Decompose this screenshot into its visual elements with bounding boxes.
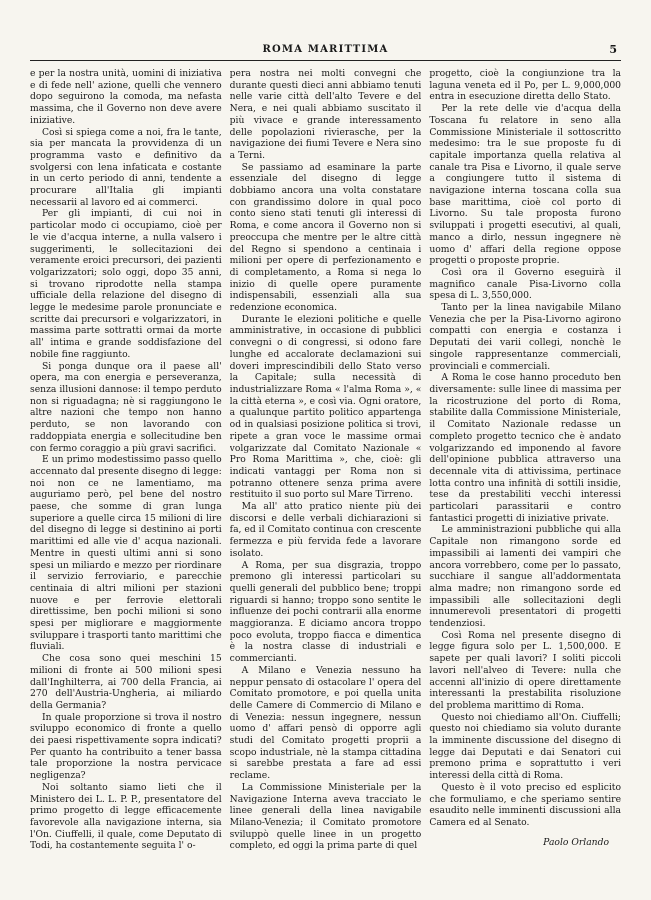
paragraph: Le amministrazioni pubbliche qui alla Capitale non rimangono sorde ed impassibili ai lamenti dei vampiri che ancora vorrebbero, come per lo passato, succhiare il sangue all'addormentata alma madre; non rimangono sorde ed impassibili alle sollecitazioni degli innumerevoli presentatori di progetti tendenziosi. [429, 524, 622, 630]
paragraph: pera nostra nei molti convegni che durante questi dieci anni abbiamo tenuti nelle varie città dell'alto Tevere e del Nera, e nei quali abbiamo suscitato il più vivace e grande interessamento delle popolazioni rivierasche, per la navigazione dei fiumi Tevere e Nera sino a Terni. [229, 68, 422, 161]
header-rule [30, 60, 621, 61]
paragraph: E un primo modestissimo passo quello accennato dal presente disegno di legge: noi non ce ne lamentiamo, ma auguriamo però, pel bene del nostro paese, che somme di gran lunga superiore a quelle circa 15 milioni di lire del disegno di legge si destinino ai porti marittimi ed alle vie d' acqua nazionali. Mentre in questi ultimi anni si sono spesi un miliardo e mezzo per riordinare il servizio ferroviario, e parecchie centinaia di altri milioni per stazioni nuove e per ferrovie elettorali direttissime, ben pochi milioni si sono spesi per migliorare e maggiormente sviluppare i trasporti tanto marittimi che fluviali. [30, 454, 222, 653]
article-columns [30, 68, 621, 878]
paragraph: Se passiamo ad esaminare la parte essenziale del disegno di legge dobbiamo ancora una volta constatare con grandissimo dolore in qual poco conto sieno stati tenuti gli interessi di Roma, e come ancora il Governo non si preoccupa che mentre per le altre città del Regno si spendono a centinaia i milioni per opere di perfezionamento e di completamento, a Roma si nega lo inizio di quelle opere puramente indispensabili, essenziali alla sua redenzione economica. [229, 161, 422, 314]
paragraph: La Commissione Ministeriale per la Navigazione Interna aveva tracciato le linee generali della linea navigabile Milano-Venezia; il Comitato promotore sviluppò quelle linee in un progetto completo, ed oggi la prima parte di quel [229, 781, 422, 852]
column-2 [230, 68, 422, 878]
paragraph: Si ponga dunque ora il paese all' opera, ma con energia e perseveranza, senza illusioni dannose: il tempo perduto non si riguadagna; nè si raggiungono le altre nazioni che tempo non hanno perduto, se non lavorando con raddoppiata energia e sollecitudine ben con fermo coraggio a più gravi sacrifici. [30, 360, 222, 454]
paragraph: e per la nostra unità, uomini di iniziativa e di fede nell' azione, quelli che vennero dopo seguirono la comoda, ma nefasta massima, che il Governo non deve avere iniziative. [30, 68, 222, 126]
paragraph: Noi soltanto siamo lieti che il Ministero dei L. L. P. P., presentatore del primo progetto di legge efficacemente favorevole alla navigazione interna, sia l'On. Ciuffelli, il quale, come Deputato di Todi, ha costantemente seguita l' o- [30, 781, 222, 852]
page-header [30, 44, 621, 60]
paragraph: Che cosa sono quei meschini 15 milioni di fronte ai 500 milioni spesi dall'Inghilterra, ai 700 della Francia, ai 270 dell'Austria-Ungheria, ai miliardo della Germania? [30, 653, 222, 711]
paragraph: Questo è il voto preciso ed esplicito che formuliamo, e che speriamo sentire esaudito nelle imminenti discussioni alla Camera ed al Senato. [429, 781, 622, 828]
paragraph: Così Roma nel presente disegno di legge figura solo per L. 1,500,000. E sapete per quali lavori? I soliti piccoli lavori nell'alveo di Tevere: nulla che accenni all'inizio di opere direttamente interessanti la prestabilita risoluzione del problema marittimo di Roma. [429, 629, 622, 711]
paragraph: A Roma, per sua disgrazia, troppo premono gli interessi particolari su quelli generali del pubblico bene; troppi riguardi si hanno; troppo sono sentite le influenze dei pochi contrarii alla enorme maggioranza. E diciamo ancora troppo poco evoluta, troppo fiacca e dimentica è la nostra classe di industriali e commercianti. [229, 559, 422, 665]
running-title: ROMA MARITTIMA [262, 44, 389, 55]
paragraph: Così ora il Governo eseguirà il magnifico canale Pisa-Livorno colla spesa di L. 3,550,000. [429, 266, 622, 302]
paragraph: Ma all' atto pratico niente più dei discorsi e delle verbali dichiarazioni si fa, ed il Comitato continua con crescente fermezza e più fervida fede a lavorare isolato. [229, 501, 422, 559]
author-signature: Paolo Orlando [543, 836, 610, 848]
paragraph: Così si spiega come a noi, fra le tante, sia per mancata la provvidenza di un programma vasto e definitivo da svolgersi con lena infaticata e costante in un certo periodo di anni, tendente a procurare all'Italia gli impianti necessarii al lavoro ed ai commerci. [30, 126, 222, 208]
paragraph: A Milano e Venezia nessuno ha neppur pensato di ostacolare l' opera del Comitato promotore, e poi quella unita delle Camere di Commercio di Milano e di Venezia: nessun ingegnere, nessun uomo d' affari pensò di opporre agli studi del Comitato progetti proprii a scopo industriale, nè la stampa cittadina si sarebbe prestata a fare ad essi reclame. [229, 664, 422, 782]
column-3 [429, 68, 621, 878]
paragraph: Questo noi chiediamo all'On. Ciuffelli; questo noi chiediamo sia voluto durante la imminente discussione del disegno di legge dai Deputati e dai Senatori cui premono prima e soprattutto i veri interessi della città di Roma. [429, 711, 622, 782]
paragraph: Tanto per la linea navigabile Milano Venezia che per la Pisa-Livorno agirono compatti con energia e costanza i Deputati dei varii collegi, nonchè le singole rappresentanze commerciali, provinciali e commerciali. [429, 302, 622, 372]
paragraph: Durante le elezioni politiche e quelle amministrative, in occasione di pubblici convegni o di congressi, si odono fare lunghe ed accalorate declamazioni sui doveri imprescindibili dello Stato verso la Capitale; sulla necessità di industrializzare Roma « l'alma Roma », « la città eterna », e così via. Ogni oratore, a qualunque partito politico appartenga od in qualsiasi posizione politica si trovi, ripete a gran voce le massime ormai volgarizzate dal Comitato Nazionale « Pro Roma Marittima », che, cioè: gli indicati vantaggi per Roma non si potranno ottenere senza prima avere restituito il suo porto sul Mare Tirreno. [229, 313, 422, 501]
column-1 [30, 68, 222, 878]
paragraph: Per la rete delle vie d'acqua della Toscana fu relatore in seno alla Commissione Ministeriale il sottoscritto medesimo: tra le sue proposte fu di capitale importanza quella relativa al canale tra Pisa e Livorno, il quale serve a congiungere tutto il sistema di navigazione interna toscana colla sua base marittima, cioè col porto di Livorno. Su tale proposta furono sviluppati i progetti esecutivi, al quali, manco a dirlo, nessun ingegnere nè uomo d' affari della regione oppose progetti o proposte proprie. [429, 103, 622, 267]
paragraph: progetto, cioè la congiunzione tra la laguna veneta ed il Po, per L. 9,000,000 entra in esecuzione diretta dello Stato. [429, 68, 622, 103]
paragraph: Per gli impianti, di cui noi in particolar modo ci occupiamo, cioè per le vie d'acqua interne, a nulla valsero i suggerimenti, le sollecitazioni dei veramente eroici precursori, dei pazienti volgarizzatori; solo oggi, dopo 35 anni, si trovano riprodotte nella stampa ufficiale della relazione del disegno di legge le medesime parole pronunciate e scritte dai precursori e volgarizzatori, in massima parte sottratti ormai da morte all' intima e grande soddisfazione del nobile fine raggiunto. [30, 208, 222, 360]
paragraph: A Roma le cose hanno proceduto ben diversamente: sulle linee di massima per la ricostruzione del porto di Roma, stabilite dalla Commissione Ministeriale, il Comitato Nazionale redasse un completo progetto tecnico che è andato volgarizzando ed imponendo al favore dell'opinione pubblica attraverso una decennale vita di attivissima, pertinace lotta contro una infinità di sottili insidie, tese da prestabiliti vecchi interessi particolari parassitarii e contro fantastici progetti di iniziative private. [429, 372, 622, 524]
page-number: 5 [609, 43, 617, 56]
paragraph: In quale proporzione si trova il nostro sviluppo economico di fronte a quello dei paesi rispettivamente sopra indicati? Per quanto ha contribuito a tener bassa tale proporzione la nostra pervicace negligenza? [30, 711, 222, 782]
